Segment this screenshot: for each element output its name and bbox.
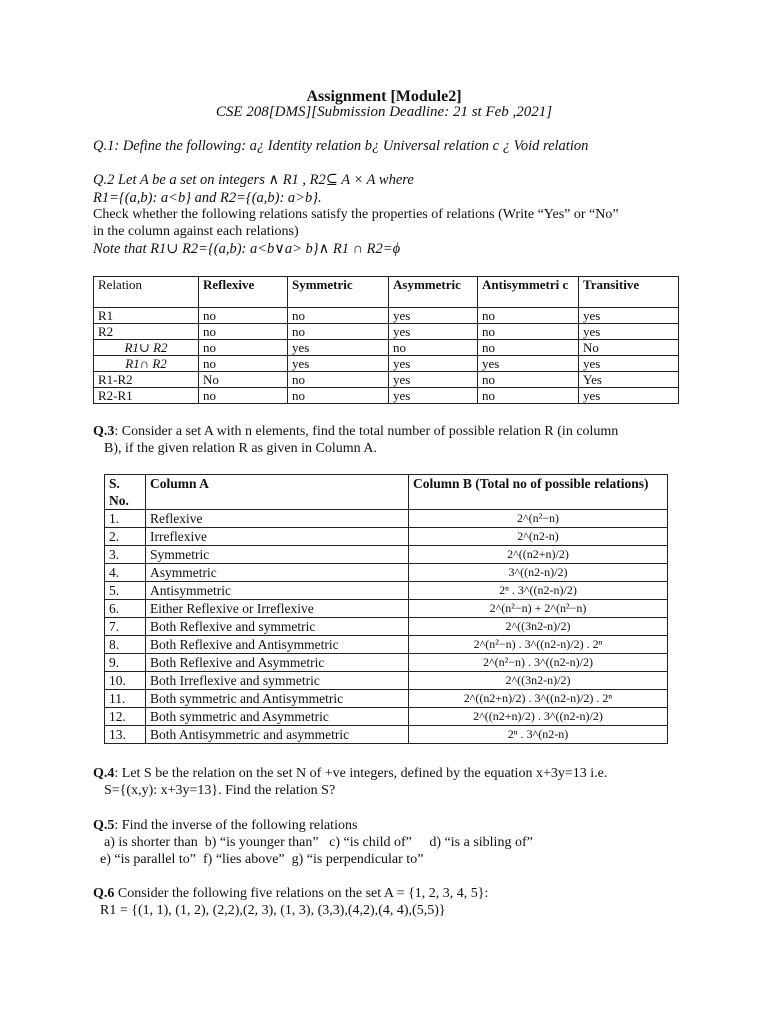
table-cell: R1∪ R2 (94, 340, 199, 356)
table-row (105, 582, 668, 600)
q4-line-2: S={(x,y): x+3y=13}. Find the relation S? (104, 783, 336, 798)
table-cell: yes (389, 372, 478, 388)
table-cell: no (478, 340, 579, 356)
table-row (105, 726, 668, 744)
relation-count-table (104, 474, 668, 744)
table-row (94, 340, 679, 356)
assignment-title: Assignment [Module2] (306, 88, 462, 105)
table-row (105, 564, 668, 582)
table-cell: yes (579, 308, 679, 324)
q2-line-3: Check whether the following relations satisfy the properties of relations (Write “Yes” or “No” (93, 207, 619, 222)
formula-cell: 2ⁿ . 3^(n2-n) (409, 726, 668, 744)
table-cell: no (199, 308, 288, 324)
table-cell: yes (288, 340, 389, 356)
header-sno: S. No. (105, 475, 146, 510)
table-cell: R1∩ R2 (94, 356, 199, 372)
header-symmetric: Symmetric (288, 277, 389, 308)
q6-line-1 (93, 886, 488, 902)
q2-line-4: in the column against each relations) (93, 224, 299, 239)
question-1 (93, 138, 588, 155)
q6-number: Q.6 (93, 886, 115, 901)
header-column-b: Column B (Total no of possible relations) (409, 475, 668, 510)
table-cell: no (199, 356, 288, 372)
formula-cell: 2^((n2+n)/2) . 3^((n2-n)/2) (409, 708, 668, 726)
formula-cell: 2ⁿ . 3^((n2-n)/2) (409, 582, 668, 600)
q4-line-1 (93, 766, 607, 782)
table-cell: no (288, 308, 389, 324)
table-cell: 2. (105, 528, 146, 546)
table-cell: no (389, 340, 478, 356)
q4-number: Q.4 (93, 766, 115, 781)
header-column-a: Column A (146, 475, 409, 510)
table-row (105, 600, 668, 618)
formula-cell: 2^((n2+n)/2) . 3^((n2-n)/2) . 2ⁿ (409, 690, 668, 708)
table-row (105, 546, 668, 564)
q3-number: Q.3 (93, 424, 115, 439)
table-cell: no (288, 388, 389, 404)
table-cell: Reflexive (146, 510, 409, 528)
header-antisymmetric: Antisymmetri c (478, 277, 579, 308)
table-cell: no (288, 372, 389, 388)
table-cell: 11. (105, 690, 146, 708)
table-cell: Both Irreflexive and symmetric (146, 672, 409, 690)
table-cell: no (288, 324, 389, 340)
table-row (105, 510, 668, 528)
table-cell: yes (579, 324, 679, 340)
table-cell: Asymmetric (146, 564, 409, 582)
table-row (94, 324, 679, 340)
formula-cell: 2^((n2+n)/2) (409, 546, 668, 564)
assignment-subtitle: CSE 208[DMS][Submission Deadline: 21 st Feb ,2021] (215, 104, 553, 120)
q1-number: Q.1: (93, 138, 120, 154)
table-row (105, 654, 668, 672)
table-cell: No (579, 340, 679, 356)
table-row (105, 672, 668, 690)
table-row (94, 308, 679, 324)
table-cell: 12. (105, 708, 146, 726)
table-cell: no (478, 388, 579, 404)
table-cell: 10. (105, 672, 146, 690)
q3-text: : Consider a set A with n elements, find the total number of possible relation R (in column (114, 424, 619, 439)
header-asymmetric: Asymmetric (389, 277, 478, 308)
q2-line-5: Note that R1∪ R2={(a,b): a<b∨a> b}∧ R1 ∩ R2=ϕ (93, 241, 401, 257)
formula-cell: 2^(n²−n) . 3^((n2-n)/2) (409, 654, 668, 672)
table-row (105, 636, 668, 654)
formula-cell: 2^((3n2-n)/2) (409, 618, 668, 636)
table-cell: 13. (105, 726, 146, 744)
table-cell: No (199, 372, 288, 388)
table-cell: 7. (105, 618, 146, 636)
table-row (105, 528, 668, 546)
q3-line-1 (93, 424, 618, 440)
table-cell: R2-R1 (94, 388, 199, 404)
q4-text: : Let S be the relation on the set N of +ve integers, defined by the equation x+3y=13 i.e. (114, 766, 608, 781)
q2-line-2: R1={(a,b): a<b} and R2={(a,b): a>b}. (93, 190, 322, 206)
table-row (94, 372, 679, 388)
relations-properties-table (93, 276, 679, 404)
table-cell: yes (579, 356, 679, 372)
formula-cell: 2^(n²−n) . 3^((n2-n)/2) . 2ⁿ (409, 636, 668, 654)
table-cell: 4. (105, 564, 146, 582)
table-cell: Both Reflexive and Asymmetric (146, 654, 409, 672)
table-row (94, 388, 679, 404)
table-cell: Symmetric (146, 546, 409, 564)
table-cell: Both Reflexive and Antisymmetric (146, 636, 409, 654)
q2-line-1: Q.2 Let A be a set on integers ∧ R1 , R2⊆ A × A where (93, 172, 414, 188)
header-transitive: Transitive (579, 277, 679, 308)
table-cell: Both symmetric and Antisymmetric (146, 690, 409, 708)
table-cell: Both Antisymmetric and asymmetric (146, 726, 409, 744)
table-row (105, 708, 668, 726)
table-cell: 5. (105, 582, 146, 600)
table-cell: no (199, 388, 288, 404)
table-row (94, 356, 679, 372)
table-cell: 8. (105, 636, 146, 654)
q5-line-3: e) “is parallel to” f) “lies above” g) “is perpendicular to” (100, 852, 424, 867)
q1-text: Define the following: a¿ Identity relation b¿ Universal relation c ¿ Void relation (122, 138, 589, 154)
table-cell: yes (389, 356, 478, 372)
table-cell: yes (389, 308, 478, 324)
table-cell: yes (478, 356, 579, 372)
table-cell: yes (288, 356, 389, 372)
table-header-row (105, 475, 668, 510)
q5-text: : Find the inverse of the following relations (114, 818, 358, 833)
table-cell: yes (389, 324, 478, 340)
formula-cell: 2^(n²−n) + 2^(n²−n) (409, 600, 668, 618)
table-cell: R1-R2 (94, 372, 199, 388)
table-header-row (94, 277, 679, 308)
formula-cell: 2^((3n2-n)/2) (409, 672, 668, 690)
header-relation: Relation (94, 277, 199, 308)
table-cell: no (478, 372, 579, 388)
table-cell: yes (389, 388, 478, 404)
table-cell: 1. (105, 510, 146, 528)
q5-line-2: a) is shorter than b) “is younger than” c) “is child of” d) “is a sibling of” (104, 835, 533, 850)
q5-line-1 (93, 818, 357, 834)
formula-cell: 2^(n2-n) (409, 528, 668, 546)
q3-line-2: B), if the given relation R as given in Column A. (104, 441, 377, 456)
q6-line-2: R1 = {(1, 1), (1, 2), (2,2),(2, 3), (1, 3), (3,3),(4,2),(4, 4),(5,5)} (100, 903, 446, 918)
formula-cell: 3^((n2-n)/2) (409, 564, 668, 582)
table-cell: yes (579, 388, 679, 404)
table-cell: 9. (105, 654, 146, 672)
table-cell: Yes (579, 372, 679, 388)
table-cell: Either Reflexive or Irreflexive (146, 600, 409, 618)
table-row (105, 618, 668, 636)
table-cell: no (199, 340, 288, 356)
q6-text: Consider the following five relations on the set A = {1, 2, 3, 4, 5}: (114, 886, 489, 901)
table-cell: R1 (94, 308, 199, 324)
table-cell: Both symmetric and Asymmetric (146, 708, 409, 726)
table-cell: Both Reflexive and symmetric (146, 618, 409, 636)
table-cell: no (199, 324, 288, 340)
table-row (105, 690, 668, 708)
table-cell: no (478, 308, 579, 324)
table-cell: R2 (94, 324, 199, 340)
table-cell: Irreflexive (146, 528, 409, 546)
q5-number: Q.5 (93, 818, 115, 833)
table-cell: 6. (105, 600, 146, 618)
table-cell: 3. (105, 546, 146, 564)
table-cell: Antisymmetric (146, 582, 409, 600)
header-reflexive: Reflexive (199, 277, 288, 308)
table-cell: no (478, 324, 579, 340)
formula-cell: 2^(n²−n) (409, 510, 668, 528)
